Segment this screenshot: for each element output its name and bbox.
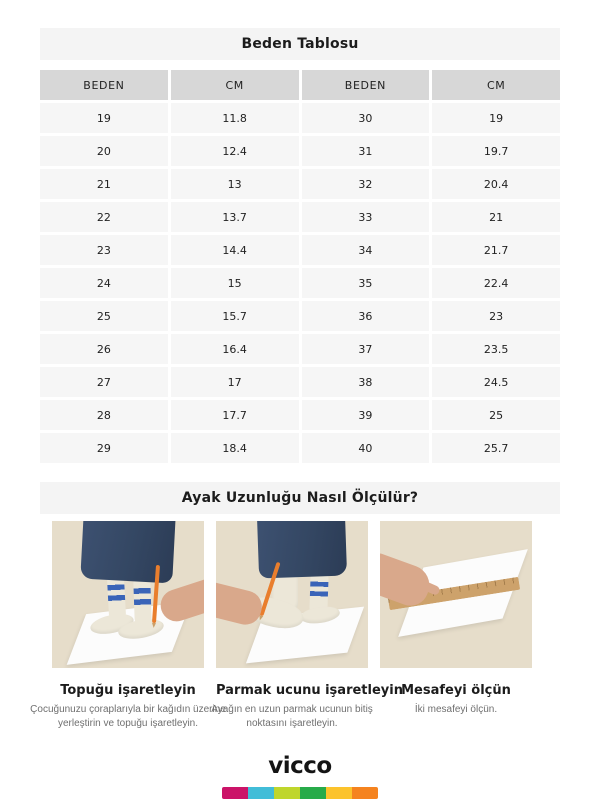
size-table-cell: 19	[432, 103, 560, 133]
step-description: İki mesafeyi ölçün.	[414, 704, 498, 715]
logo-bar-segment	[326, 787, 352, 799]
size-table-cell: 20.4	[432, 169, 560, 199]
step-photo-mark-heel	[52, 521, 204, 668]
step-photo-measure-ruler	[380, 521, 532, 668]
size-table-column-header: BEDEN	[40, 70, 168, 100]
size-table-cell: 22.4	[432, 268, 560, 298]
size-table-cell: 15.7	[171, 301, 299, 331]
size-table-cell: 13	[171, 169, 299, 199]
size-table-cell: 11.8	[171, 103, 299, 133]
size-table-cell: 34	[302, 235, 430, 265]
step-description: Ayağın en uzun parmak ucunun bitiş noktasını işaretleyin.	[211, 704, 373, 729]
logo-bar-segment	[352, 787, 378, 799]
step-title: Topuğu işaretleyin	[60, 683, 196, 698]
size-table-cell: 26	[40, 334, 168, 364]
size-table-cell: 23	[40, 235, 168, 265]
size-table-cell: 39	[302, 400, 430, 430]
size-table-cell: 13.7	[171, 202, 299, 232]
size-table-cell: 25	[40, 301, 168, 331]
step-photo-mark-toe	[216, 521, 368, 668]
size-table-cell: 15	[171, 268, 299, 298]
size-table-cell: 38	[302, 367, 430, 397]
step-caption-mark-toe	[211, 683, 403, 747]
size-table-cell: 33	[302, 202, 430, 232]
size-table-column-header: BEDEN	[302, 70, 430, 100]
size-table-cell: 23.5	[432, 334, 560, 364]
size-table-cell: 28	[40, 400, 168, 430]
left-sock	[107, 575, 126, 620]
brand-footer	[0, 752, 600, 799]
logo-bar-segment	[222, 787, 248, 799]
measure-step-photos	[52, 521, 532, 668]
size-table-cell: 31	[302, 136, 430, 166]
logo-bar-segment	[300, 787, 326, 799]
size-table-cell: 21	[40, 169, 168, 199]
page-title-band	[40, 28, 560, 60]
step-title: Parmak ucunu işaretleyin	[216, 683, 403, 698]
size-table-cell: 27	[40, 367, 168, 397]
size-table-cell: 21	[432, 202, 560, 232]
step-title: Mesafeyi ölçün	[401, 683, 511, 698]
size-table-cell: 17	[171, 367, 299, 397]
size-table-cell: 19	[40, 103, 168, 133]
size-table-column-header: CM	[171, 70, 299, 100]
measure-step-captions	[30, 683, 532, 747]
size-table-cell: 16.4	[171, 334, 299, 364]
size-table-cell: 30	[302, 103, 430, 133]
size-table-cell: 19.7	[432, 136, 560, 166]
size-table-cell: 22	[40, 202, 168, 232]
size-table-cell: 29	[40, 433, 168, 463]
vicco-logo: vicco	[268, 753, 332, 779]
size-table-column-header: CM	[432, 70, 560, 100]
size-table-cell: 25	[432, 400, 560, 430]
right-sock	[133, 578, 152, 625]
jeans-hem	[257, 521, 347, 579]
size-table-cell: 20	[40, 136, 168, 166]
section-title: Ayak Uzunluğu Nasıl Ölçülür?	[181, 490, 419, 506]
size-table-cell: 21.7	[432, 235, 560, 265]
jeans-hem	[80, 521, 175, 583]
size-table-cell: 24.5	[432, 367, 560, 397]
logo-bar-segment	[274, 787, 300, 799]
size-table-cell: 35	[302, 268, 430, 298]
size-table-cell: 32	[302, 169, 430, 199]
size-table-cell: 37	[302, 334, 430, 364]
size-table-cell: 17.7	[171, 400, 299, 430]
step-caption-mark-heel	[30, 683, 226, 747]
section-title-band	[40, 482, 560, 514]
size-guide-page	[0, 28, 600, 800]
page-title: Beden Tablosu	[241, 36, 359, 52]
size-table-cell: 24	[40, 268, 168, 298]
size-table-cell: 25.7	[432, 433, 560, 463]
size-table-cell: 12.4	[171, 136, 299, 166]
size-table-cell: 40	[302, 433, 430, 463]
size-table	[40, 70, 560, 463]
vicco-logo-color-bar	[222, 787, 378, 799]
step-caption-measure	[380, 683, 532, 747]
size-table-cell: 18.4	[171, 433, 299, 463]
logo-bar-segment	[248, 787, 274, 799]
size-table-cell: 23	[432, 301, 560, 331]
step-description: Çocuğunuzu çoraplarıyla bir kağıdın üzerine yerleştirin ve topuğu işaretleyin.	[30, 704, 226, 729]
size-table-cell: 36	[302, 301, 430, 331]
size-table-cell: 14.4	[171, 235, 299, 265]
